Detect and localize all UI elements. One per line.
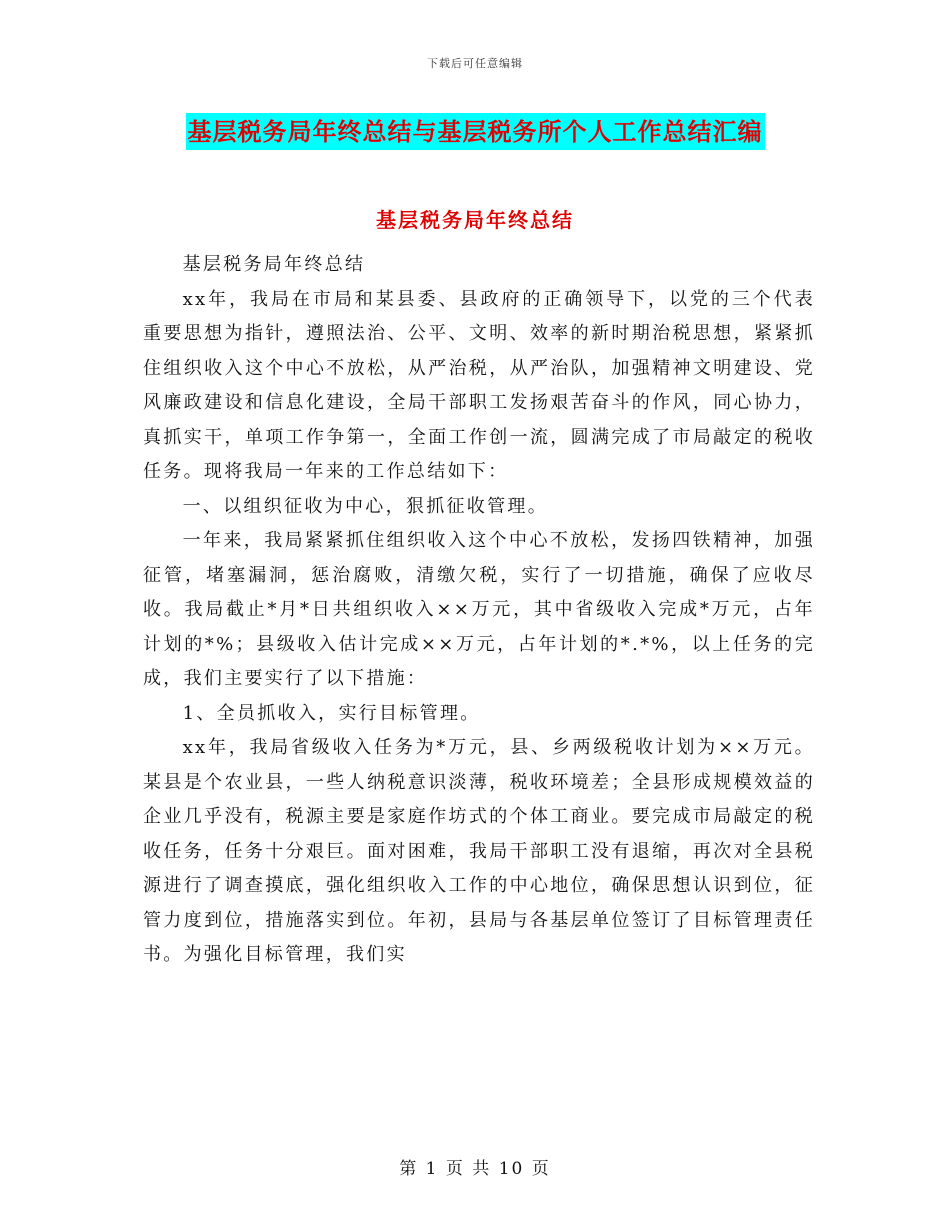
document-body <box>143 248 815 973</box>
section-title: 基层税务局年终总结 <box>376 208 574 232</box>
paragraph: 基层税务局年终总结 <box>182 254 366 275</box>
paragraph: xx年，我局在市局和某县委、县政府的正确领导下，以党的三个代表重要思想为指针，遵照法治、公平、文明、效率的新时期治税思想，紧紧抓住组织收入这个中心不放松，从严治税，从严治队，加强精神文明建设、党风廉政建设和信息化建设，全局干部职工发扬艰苦奋斗的作风，同心协力，真抓实干，单项工作争第一，全面工作创一流，圆满完成了市局敲定的税收任务。现将我局一年来的工作总结如下： <box>143 288 815 482</box>
document-title <box>0 112 950 147</box>
page-number-footer: 第 1 页 共 10 页 <box>399 1159 551 1179</box>
paragraph: 一年来，我局紧紧抓住组织收入这个中心不放松，发扬四铁精神，加强征管，堵塞漏洞，惩治腐败，清缴欠税，实行了一切措施，确保了应收尽收。我局截止*月*日共组织收入××万元，其中省级收入完成*万元，占年计划的*%；县级收入估计完成××万元，占年计划的*.*%，以上任务的完成，我们主要实行了以下措施： <box>143 530 815 689</box>
document-title-text: 基层税务局年终总结与基层税务所个人工作总结汇编 <box>186 113 765 150</box>
paragraph: 一、以组织征收为中心，狠抓征收管理。 <box>182 495 548 517</box>
paragraph: xx年，我局省级收入任务为*万元，县、乡两级税收计划为××万元。某县是个农业县，一些人纳税意识淡薄，税收环境差；全县形成规模效益的企业几乎没有，税源主要是家庭作坊式的个体工商业。要完成市局敲定的税收任务，任务十分艰巨。面对困难，我局干部职工没有退缩，再次对全县税源进行了调查摸底，强化组织收入工作的中心地位，确保思想认识到位，征管力度到位，措施落实到位。年初，县局与各基层单位签订了目标管理责任书。为强化目标管理，我们实 <box>143 737 815 965</box>
header-note: 下载后可任意编辑 <box>427 57 523 70</box>
paragraph: 1、全员抓收入，实行目标管理。 <box>182 702 481 724</box>
